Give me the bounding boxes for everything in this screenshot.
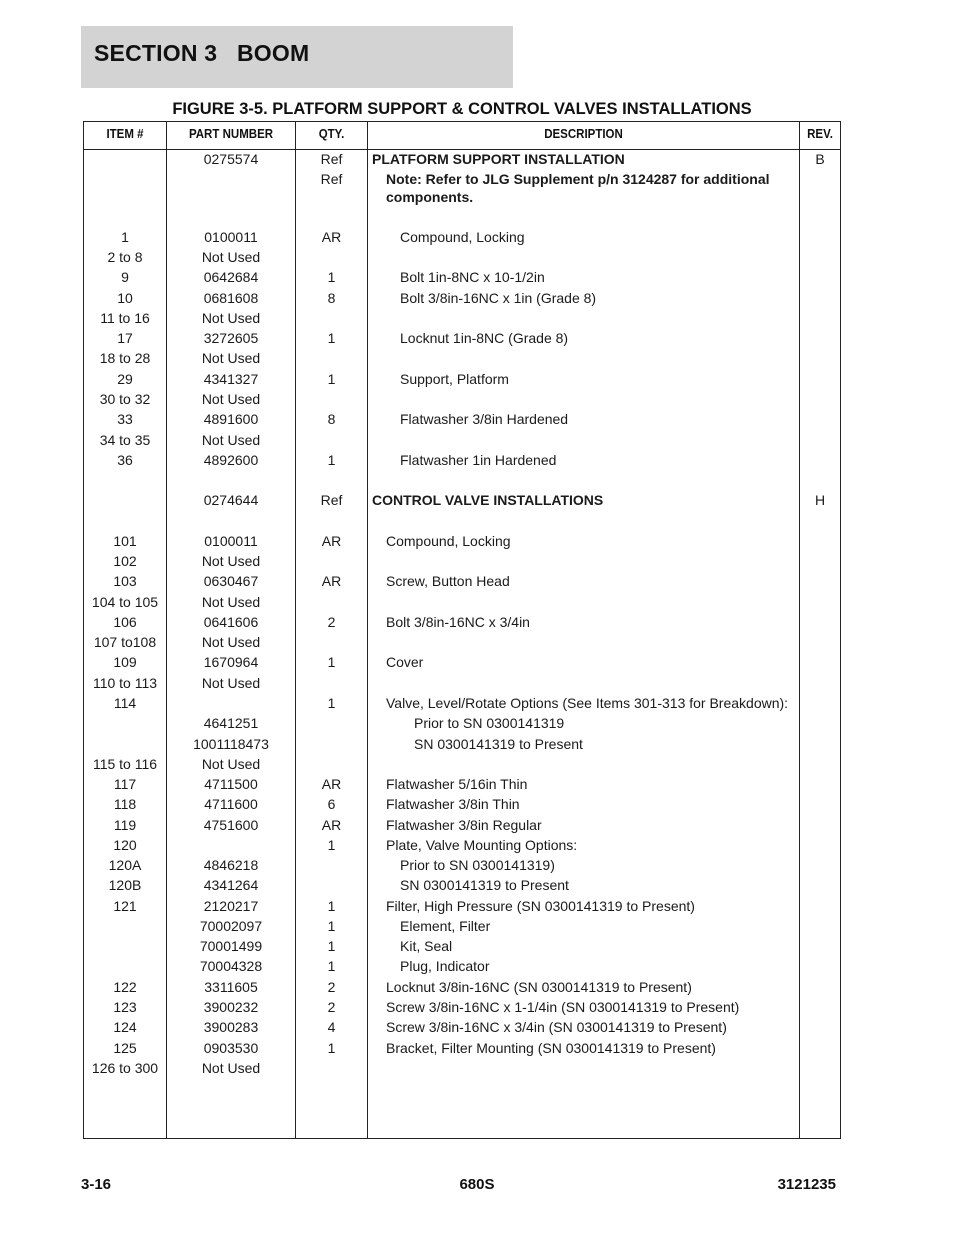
qty-cell: AR xyxy=(321,229,342,245)
part-number-cell: 3900283 xyxy=(203,1019,259,1035)
item-number-cell: 104 to 105 xyxy=(91,594,159,610)
qty-cell: 1 xyxy=(327,898,336,914)
part-number-cell: 1670964 xyxy=(203,654,259,670)
rev-cell: H xyxy=(814,492,826,508)
column-divider xyxy=(367,122,368,1138)
qty-cell: 1 xyxy=(327,958,336,974)
item-number-cell: 29 xyxy=(117,371,133,387)
description-cell: Prior to SN 0300141319) xyxy=(400,857,555,873)
item-number-cell: 115 to 116 xyxy=(92,756,158,772)
part-number-cell: 0641606 xyxy=(203,614,259,630)
header-rev: REV. xyxy=(807,127,833,141)
part-number-cell: 4846218 xyxy=(203,857,259,873)
description-cell: SN 0300141319 to Present xyxy=(414,736,583,752)
description-cell: Flatwasher 3/8in Regular xyxy=(386,817,542,833)
description-cell: Bolt 1in-8NC x 10-1/2in xyxy=(400,269,545,285)
part-number-cell: 0642684 xyxy=(203,269,259,285)
part-number-cell: 3900232 xyxy=(203,999,259,1015)
qty-cell: Ref xyxy=(320,151,343,167)
description-cell: Locknut 1in-8NC (Grade 8) xyxy=(400,330,569,346)
part-number-cell: 4892600 xyxy=(203,452,259,468)
qty-cell: 1 xyxy=(327,1040,336,1056)
description-cell: Plug, Indicator xyxy=(400,958,490,974)
description-cell: Element, Filter xyxy=(400,918,491,934)
header-part-number: PART NUMBER xyxy=(188,127,274,141)
item-number-cell: 1 xyxy=(121,229,129,245)
item-number-cell: 118 xyxy=(113,796,137,812)
qty-cell: 1 xyxy=(327,695,336,711)
item-number-cell: 102 xyxy=(113,553,137,569)
description-cell: Bolt 3/8in-16NC x 1in (Grade 8) xyxy=(400,290,597,306)
part-number-cell: Not Used xyxy=(201,553,261,569)
rev-cell: B xyxy=(815,151,825,167)
qty-cell: 2 xyxy=(327,999,336,1015)
part-number-cell: 4641251 xyxy=(203,715,259,731)
description-cell: CONTROL VALVE INSTALLATIONS xyxy=(372,492,604,508)
part-number-cell: 70001499 xyxy=(199,938,263,954)
footer-model: 680S xyxy=(459,1176,495,1193)
part-number-cell: 4711500 xyxy=(204,776,258,792)
part-number-cell: Not Used xyxy=(201,350,261,366)
item-number-cell: 126 to 300 xyxy=(91,1060,159,1076)
item-number-cell: 101 xyxy=(113,533,137,549)
item-number-cell: 120A xyxy=(108,857,142,873)
qty-cell: 2 xyxy=(327,979,336,995)
item-number-cell: 123 xyxy=(113,999,137,1015)
description-cell: Plate, Valve Mounting Options: xyxy=(386,837,578,853)
qty-cell: AR xyxy=(321,817,342,833)
part-number-cell: 4891600 xyxy=(203,411,259,427)
description-cell: Valve, Level/Rotate Options (See Items 301-313 for Breakdown): xyxy=(386,695,789,711)
item-number-cell: 11 to 16 xyxy=(100,310,150,326)
footer-page-number: 3-16 xyxy=(81,1176,112,1193)
description-cell: Bolt 3/8in-16NC x 3/4in xyxy=(386,614,530,630)
item-number-cell: 36 xyxy=(117,452,133,468)
qty-cell: 1 xyxy=(327,938,336,954)
item-number-cell: 122 xyxy=(113,979,137,995)
section-header xyxy=(81,26,513,88)
section-title: SECTION 3 BOOM xyxy=(94,40,310,66)
part-number-cell: Not Used xyxy=(201,391,261,407)
part-number-cell: 0100011 xyxy=(204,229,258,245)
description-cell: Support, Platform xyxy=(400,371,509,387)
item-number-cell: 17 xyxy=(117,330,133,346)
qty-cell: Ref xyxy=(320,171,343,187)
header-item: ITEM # xyxy=(106,127,144,141)
part-number-cell: 4711600 xyxy=(204,796,258,812)
footer-document-number: 3121235 xyxy=(777,1176,836,1193)
item-number-cell: 120 xyxy=(113,837,137,853)
item-number-cell: 33 xyxy=(117,411,133,427)
part-number-cell: 0275574 xyxy=(203,151,259,167)
item-number-cell: 117 xyxy=(113,776,137,792)
description-cell: Kit, Seal xyxy=(400,938,453,954)
part-number-cell: 3311605 xyxy=(204,979,258,995)
column-divider xyxy=(799,122,800,1138)
qty-cell: AR xyxy=(321,533,342,549)
qty-cell: 2 xyxy=(327,614,336,630)
item-number-cell: 119 xyxy=(113,817,137,833)
qty-cell: 6 xyxy=(327,796,336,812)
qty-cell: 1 xyxy=(327,918,336,934)
part-number-cell: 70004328 xyxy=(199,958,263,974)
description-cell: Filter, High Pressure (SN 0300141319 to Present) xyxy=(386,898,695,914)
part-number-cell: Not Used xyxy=(201,634,261,650)
description-cell: PLATFORM SUPPORT INSTALLATION xyxy=(372,151,625,167)
item-number-cell: 18 to 28 xyxy=(99,350,151,366)
part-number-cell: 1001118473 xyxy=(193,736,269,752)
description-cell: Flatwasher 3/8in Hardened xyxy=(400,411,569,427)
qty-cell: 1 xyxy=(327,654,336,670)
part-number-cell: Not Used xyxy=(201,594,261,610)
part-number-cell: 4341264 xyxy=(203,877,259,893)
part-number-cell: Not Used xyxy=(201,432,261,448)
part-number-cell: 0274644 xyxy=(203,492,259,508)
description-cell: Compound, Locking xyxy=(400,229,525,245)
part-number-cell: 4341327 xyxy=(203,371,259,387)
description-cell: Bracket, Filter Mounting (SN 0300141319 to Present) xyxy=(386,1040,716,1056)
qty-cell: 1 xyxy=(327,837,336,853)
figure-title: FIGURE 3-5. PLATFORM SUPPORT & CONTROL VALVES INSTALLATIONS xyxy=(172,100,752,118)
qty-cell: 1 xyxy=(327,371,336,387)
item-number-cell: 121 xyxy=(113,898,137,914)
part-number-cell: 0681608 xyxy=(203,290,259,306)
part-number-cell: Not Used xyxy=(201,249,261,265)
description-cell: Locknut 3/8in-16NC (SN 0300141319 to Present) xyxy=(386,979,692,995)
header-description: DESCRIPTION xyxy=(544,127,623,141)
description-cell: Cover xyxy=(386,654,424,670)
description-cell: Flatwasher 1in Hardened xyxy=(400,452,557,468)
item-number-cell: 10 xyxy=(117,290,133,306)
item-number-cell: 110 to 113 xyxy=(92,675,158,691)
part-number-cell: 0903530 xyxy=(203,1040,259,1056)
qty-cell: 4 xyxy=(327,1019,336,1035)
item-number-cell: 34 to 35 xyxy=(99,432,151,448)
description-cell: Prior to SN 0300141319 xyxy=(414,715,565,731)
item-number-cell: 2 to 8 xyxy=(107,249,143,265)
description-cell: Flatwasher 3/8in Thin xyxy=(386,796,520,812)
item-number-cell: 107 to108 xyxy=(93,634,157,650)
qty-cell: AR xyxy=(321,776,342,792)
part-number-cell: Not Used xyxy=(201,675,261,691)
item-number-cell: 30 to 32 xyxy=(99,391,151,407)
item-number-cell: 124 xyxy=(113,1019,137,1035)
description-cell: Screw, Button Head xyxy=(386,573,510,589)
description-cell: Compound, Locking xyxy=(386,533,511,549)
qty-cell: 1 xyxy=(327,269,336,285)
parts-table xyxy=(83,121,841,1139)
part-number-cell: 2120217 xyxy=(203,898,259,914)
description-cell: SN 0300141319 to Present xyxy=(400,877,569,893)
item-number-cell: 103 xyxy=(113,573,137,589)
part-number-cell: Not Used xyxy=(201,1060,261,1076)
qty-cell: Ref xyxy=(320,492,343,508)
item-number-cell: 9 xyxy=(121,269,129,285)
item-number-cell: 109 xyxy=(113,654,137,670)
qty-cell: 1 xyxy=(327,330,336,346)
part-number-cell: 4751600 xyxy=(203,817,259,833)
qty-cell: 8 xyxy=(327,411,336,427)
part-number-cell: 70002097 xyxy=(199,918,263,934)
description-cell: Screw 3/8in-16NC x 3/4in (SN 0300141319 to Present) xyxy=(386,1019,727,1035)
qty-cell: 8 xyxy=(327,290,336,306)
qty-cell: 1 xyxy=(327,452,336,468)
part-number-cell: 3272605 xyxy=(203,330,259,346)
qty-cell: AR xyxy=(321,573,342,589)
part-number-cell: 0630467 xyxy=(203,573,259,589)
part-number-cell: Not Used xyxy=(201,756,261,772)
item-number-cell: 120B xyxy=(108,877,142,893)
header-qty: QTY. xyxy=(318,127,345,141)
item-number-cell: 114 xyxy=(113,695,137,711)
item-number-cell: 125 xyxy=(113,1040,137,1056)
description-cell: Note: Refer to JLG Supplement p/n 3124287 for additional components. xyxy=(386,171,770,205)
part-number-cell: Not Used xyxy=(201,310,261,326)
item-number-cell: 106 xyxy=(113,614,137,630)
description-cell: Screw 3/8in-16NC x 1-1/4in (SN 0300141319 to Present) xyxy=(386,999,740,1015)
description-cell: Flatwasher 5/16in Thin xyxy=(386,776,528,792)
part-number-cell: 0100011 xyxy=(204,533,258,549)
